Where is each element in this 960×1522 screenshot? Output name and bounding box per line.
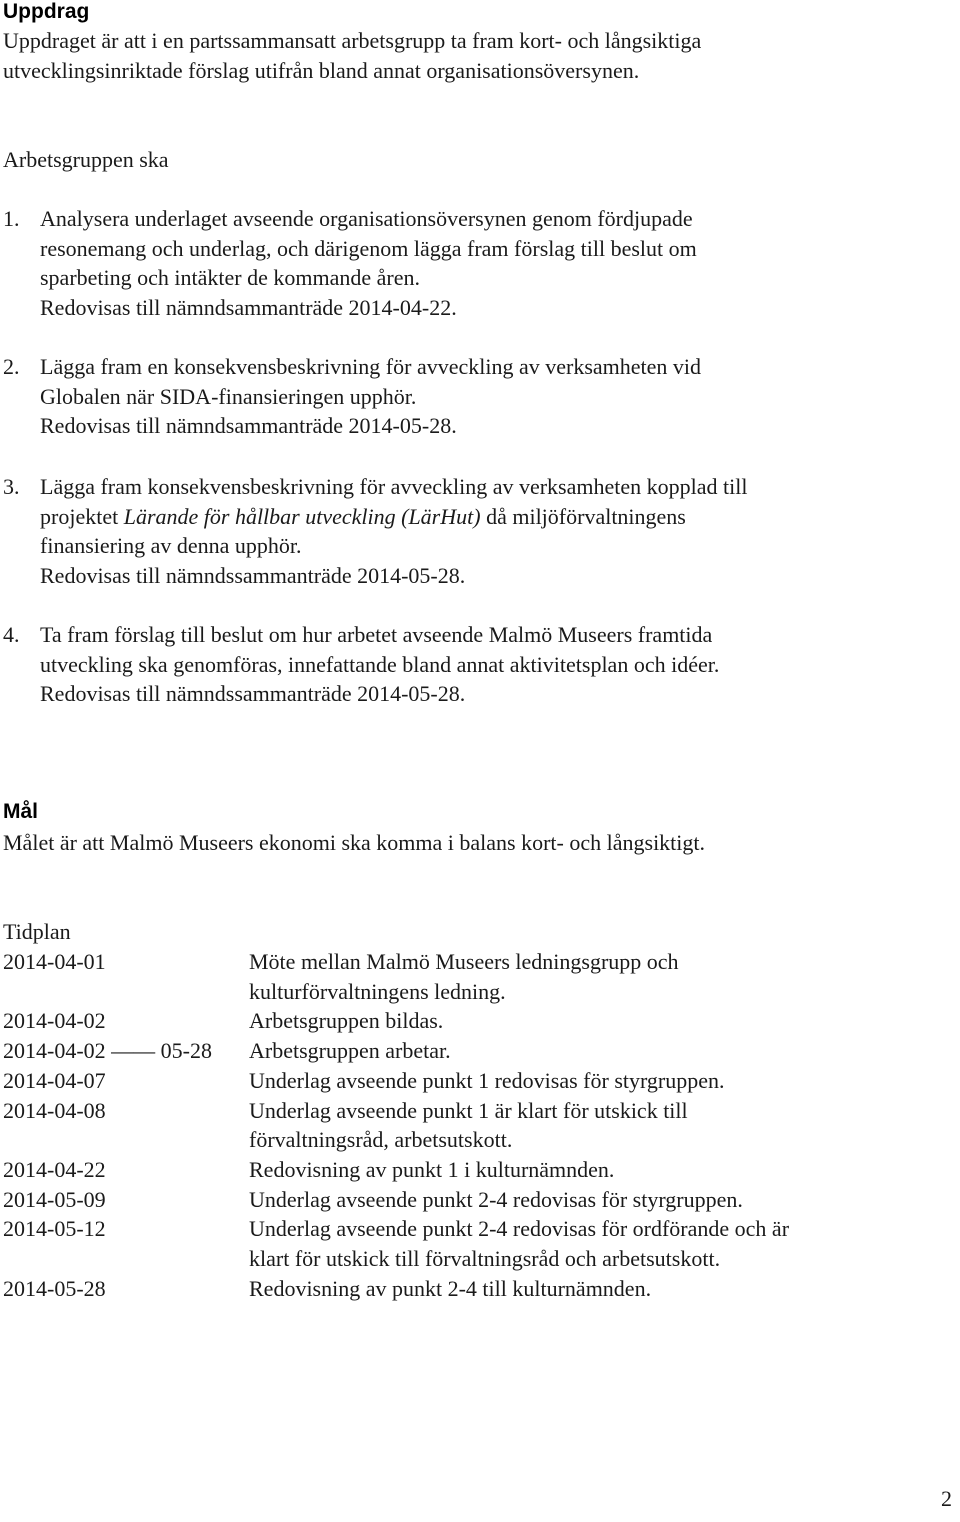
task-report: Redovisas till nämndssammanträde 2014-05-28. — [40, 681, 466, 707]
schedule-description: Arbetsgruppen arbetar. — [249, 1038, 451, 1064]
section-heading-uppdrag: Uppdrag — [3, 0, 90, 23]
task-lead: Arbetsgruppen ska — [3, 147, 169, 172]
task-text — [40, 472, 783, 561]
schedule-row — [3, 1155, 883, 1185]
mal-text: Målet är att Malmö Museers ekonomi ska komma i balans kort- och långsiktigt. — [3, 830, 706, 855]
schedule-date: 2014-04-01 — [3, 949, 106, 974]
schedule-date: 2014-04-22 — [3, 1156, 106, 1182]
schedule-description: Underlag avseende punkt 1 är klart för utskick till förvaltningsråd, arbetsutskott. — [249, 1097, 688, 1153]
task-report: Redovisas till nämndsammanträde 2014-04-22. — [40, 295, 457, 321]
schedule-date: 2014-04-07 — [3, 1067, 106, 1093]
schedule-description: Underlag avseende punkt 2-4 redovisas för ordförande och är klart för utskick till förvaltningsråd och arbetsutskott. — [249, 1216, 790, 1272]
schedule-row — [3, 1066, 883, 1096]
section-heading-mal: Mål — [3, 800, 39, 823]
task-text: Ta fram förslag till beslut om hur arbetet avseende Malmö Museers framtida utveckling ska genomföras, innefattande bland annat aktivitetsplan och idéer. — [40, 622, 720, 677]
schedule-description: Underlag avseende punkt 1 redovisas för styrgruppen. — [249, 1067, 725, 1093]
schedule-row — [3, 1036, 883, 1066]
task-number: 4. — [3, 622, 20, 647]
schedule-date: 2014-05-28 — [3, 1275, 106, 1301]
schedule-date: 2014-05-12 — [3, 1216, 106, 1242]
task-report: Redovisas till nämndssammanträde 2014-05-28. — [40, 563, 466, 589]
schedule-description: Underlag avseende punkt 2-4 redovisas för styrgruppen. — [249, 1186, 743, 1212]
task-text: Lägga fram en konsekvensbeskrivning för avveckling av verksamheten vid Globalen när SIDA-finansieringen upphör. — [40, 354, 702, 409]
task-item-3 — [3, 472, 783, 591]
schedule-description: Arbetsgruppen bildas. — [249, 1008, 444, 1034]
schedule-table — [3, 947, 883, 1303]
task-item-2 — [3, 352, 783, 441]
task-item-4 — [3, 620, 783, 709]
schedule-date: 2014-04-02 — [3, 1008, 106, 1034]
schedule-row — [3, 1274, 883, 1304]
schedule-row — [3, 947, 883, 1006]
schedule-date: 2014-04-08 — [3, 1097, 106, 1123]
schedule-date: 2014-04-02 —— 05-28 — [3, 1038, 212, 1064]
page-number: 2 — [941, 1486, 952, 1511]
schedule-date: 2014-05-09 — [3, 1186, 106, 1212]
schedule-description: Redovisning av punkt 1 i kulturnämnden. — [249, 1156, 615, 1182]
uppdrag-intro: Uppdraget är att i en partssammansatt arbetsgrupp ta fram kort- och långsiktiga utvecklingsinriktade förslag utifrån bland annat organisationsöversynen. — [3, 28, 702, 83]
task-text-start: Lägga fram konsekvensbeskrivning för avveckling av verksamheten kopplad till projektet — [40, 474, 748, 529]
project-name: Lärande för hållbar utveckling (LärHut) — [123, 503, 481, 529]
schedule-description: Redovisning av punkt 2-4 till kulturnämnden. — [249, 1275, 652, 1301]
task-number: 2. — [3, 354, 20, 379]
task-text: Analysera underlaget avseende organisationsöversynen genom fördjupade resonemang och underlag, och därigenom lägga fram förslag till beslut om sparbeting och intäkter de kommande åren. — [40, 206, 697, 291]
task-report: Redovisas till nämndsammanträde 2014-05-28. — [40, 413, 457, 439]
task-number: 1. — [3, 206, 20, 231]
schedule-row — [3, 1006, 883, 1036]
schedule-row — [3, 1096, 883, 1155]
schedule-row — [3, 1185, 883, 1215]
task-number: 3. — [3, 474, 20, 499]
task-text-end: då miljöförvaltningens finansiering av denna upphör. — [40, 503, 686, 559]
task-item-1 — [3, 204, 783, 323]
tidplan-label: Tidplan — [3, 919, 71, 944]
schedule-row — [3, 1214, 883, 1273]
schedule-description: Möte mellan Malmö Museers ledningsgrupp och kulturförvaltningens ledning. — [249, 949, 679, 1004]
